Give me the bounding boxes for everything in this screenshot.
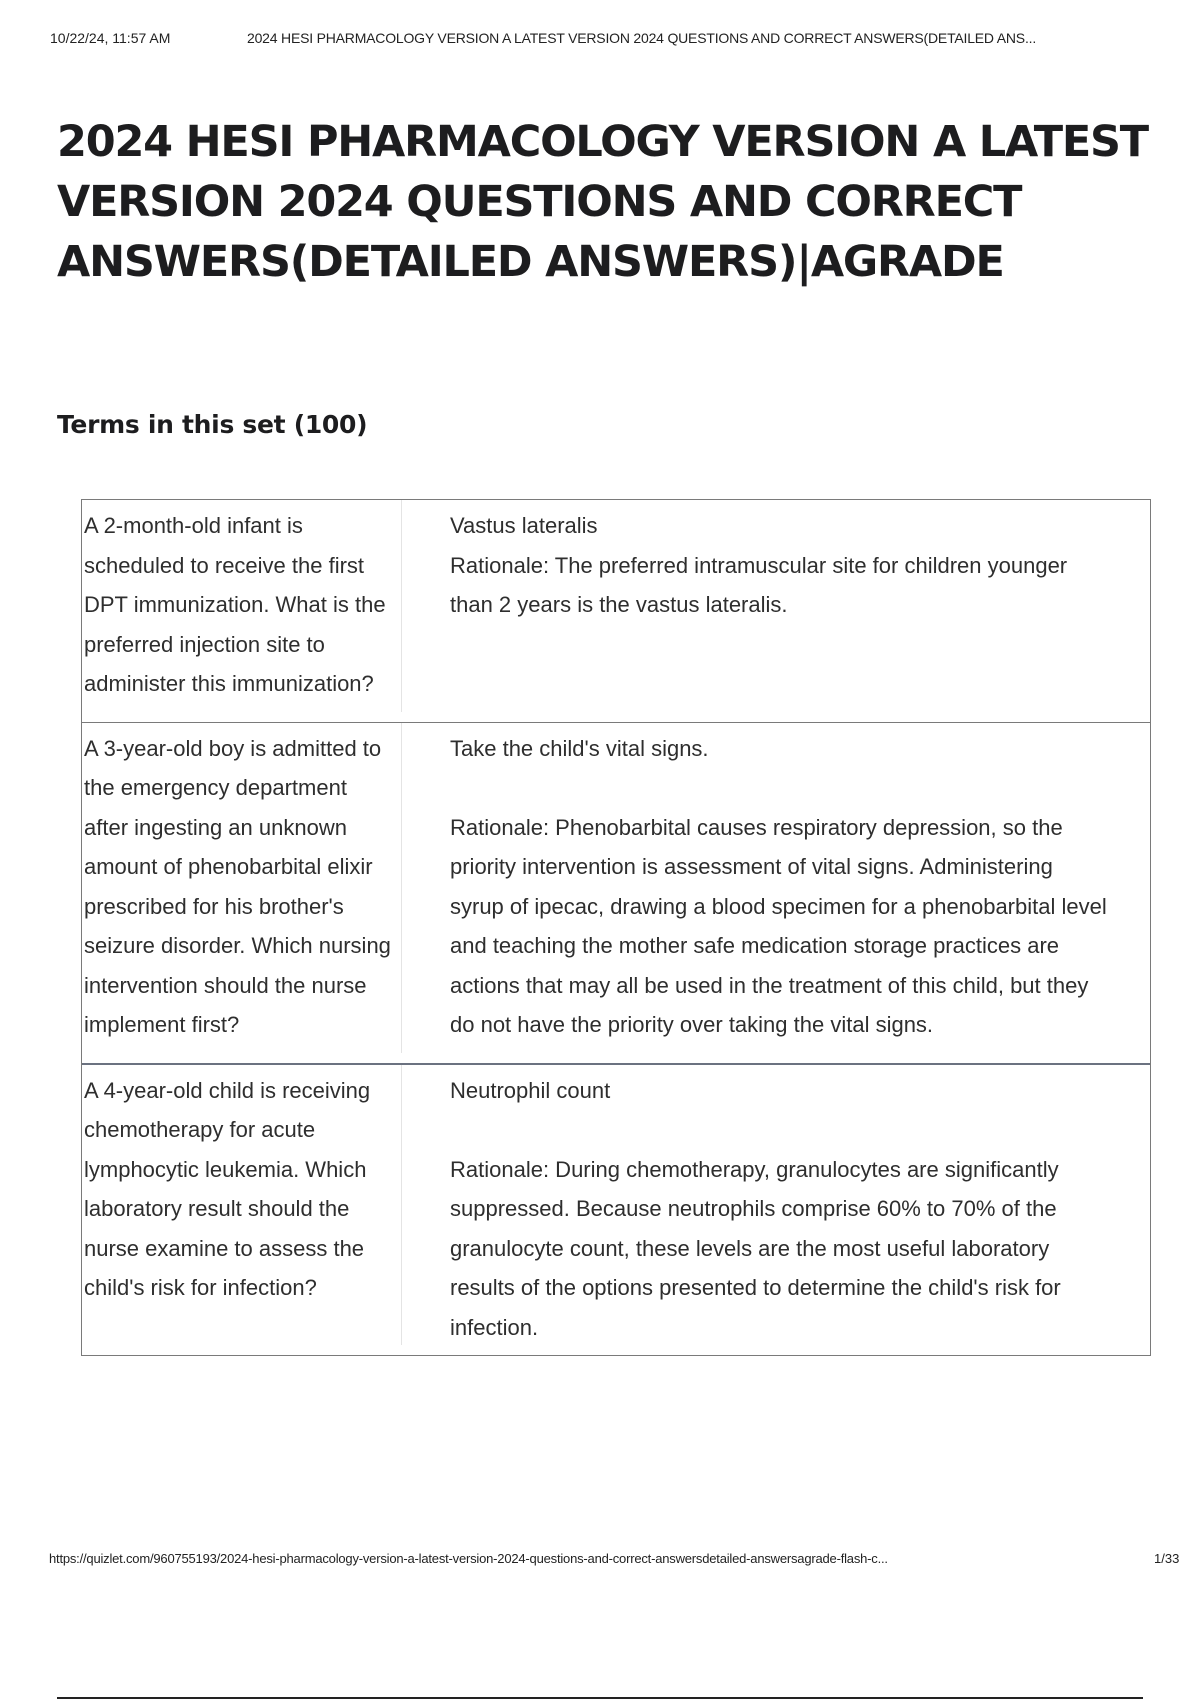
term-answer: Vastus lateralis bbox=[450, 513, 598, 538]
term-answer: Take the child's vital signs. bbox=[450, 735, 709, 761]
page-number: 1/33 bbox=[1154, 1551, 1180, 1566]
term-rationale: Rationale: During chemotherapy, granulocytes are significantly suppressed. Because neutrophils comprise 60% to 70% of the granulocyte count, these levels are the most useful laboratory results of the options presented to determine the child's risk for infection. bbox=[450, 1156, 1061, 1340]
terms-table bbox=[81, 499, 1151, 1356]
term-answer-block bbox=[402, 723, 1150, 1063]
term-row bbox=[82, 722, 1150, 1063]
print-url: https://quizlet.com/960755193/2024-hesi-pharmacology-version-a-latest-version-2024-questions-and-correct-answersdetailed-answersagrade-flash-c... bbox=[49, 1551, 888, 1566]
term-question: A 2-month-old infant is scheduled to receive the first DPT immunization. What is the preferred injection site to administer this immunization? bbox=[82, 500, 402, 712]
term-rationale: Rationale: The preferred intramuscular site for children younger than 2 years is the vastus lateralis. bbox=[450, 552, 1068, 617]
bottom-divider bbox=[57, 1697, 1143, 1699]
print-datetime: 10/22/24, 11:57 AM bbox=[50, 30, 171, 46]
term-row bbox=[82, 1063, 1150, 1356]
term-question: A 4-year-old child is receiving chemotherapy for acute lymphocytic leukemia. Which laboratory result should the nurse examine to assess the child's risk for infection? bbox=[82, 1065, 402, 1346]
print-footer bbox=[49, 1551, 1190, 1571]
term-answer-block bbox=[402, 500, 1150, 722]
term-row bbox=[82, 500, 1150, 722]
page-title: 2024 HESI PHARMACOLOGY VERSION A LATEST VERSION 2024 QUESTIONS AND CORRECT ANSWERS(DETAILED ANSWERS)|AGRADE bbox=[57, 117, 1148, 287]
print-doc-title: 2024 HESI PHARMACOLOGY VERSION A LATEST VERSION 2024 QUESTIONS AND CORRECT ANSWERS(DETAILED ANS... bbox=[247, 30, 1037, 46]
term-rationale: Rationale: Phenobarbital causes respiratory depression, so the priority intervention is assessment of vital signs. Administering syrup of ipecac, drawing a blood specimen for a phenobarbital level and teaching the mother safe medication storage practices are actions that may all be used in the treatment of this child, but they do not have the priority over taking the vital signs. bbox=[450, 814, 1107, 1037]
term-answer-block bbox=[402, 1065, 1150, 1356]
terms-set-heading: Terms in this set (100) bbox=[57, 410, 368, 439]
print-header bbox=[50, 30, 1180, 50]
term-question: A 3-year-old boy is admitted to the emergency department after ingesting an unknown amount of phenobarbital elixir prescribed for his brother's seizure disorder. Which nursing intervention should the nurse implement first? bbox=[82, 723, 402, 1053]
term-answer: Neutrophil count bbox=[450, 1077, 611, 1103]
